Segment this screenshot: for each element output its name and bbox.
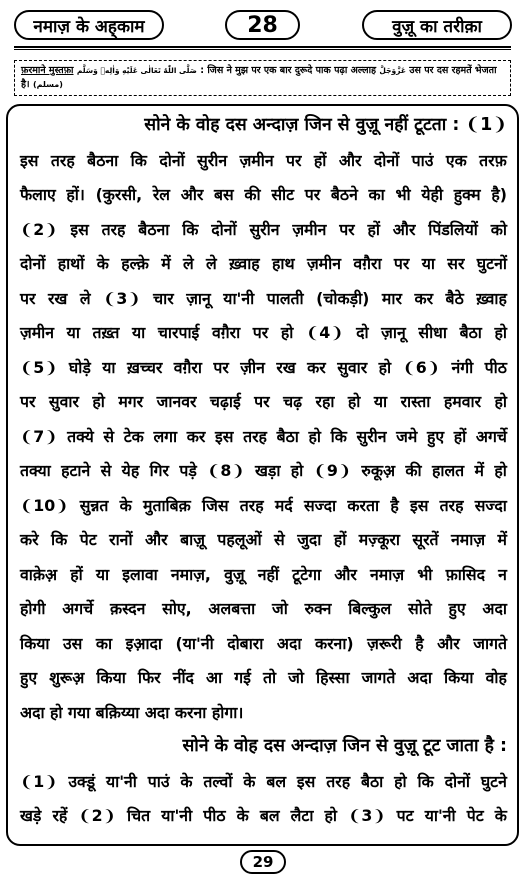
footer-page-number: 29 bbox=[252, 853, 274, 871]
section-title: वुज़ू का तरीक़ा bbox=[392, 16, 482, 37]
section-title-badge bbox=[362, 10, 512, 40]
page-number-badge bbox=[225, 10, 300, 40]
section-heading: सोने के वोह दस अन्दाज़ जिन से वुज़ू नहीं टूटता : ❨1❩ bbox=[144, 115, 507, 135]
hadith-source: (مسلم) bbox=[32, 80, 63, 89]
text-line: दोनों हाथों के हल्क़े में ले ले ख़्वाह हाथ ज़मीन वग़ैरा पर या सर घुटनों bbox=[20, 254, 507, 273]
chapter-title-badge bbox=[14, 10, 164, 40]
text-line: ❨1❩ उक्डूं या'नी पाउं के तल्वों के बल इस तरह बैठा हो कि दोनों घुटने bbox=[20, 771, 507, 791]
text-line: फैलाए हों। (कुरसी, रेल और बस की सीट पर बैठने का भी येही हुक्म है) bbox=[20, 185, 507, 204]
header-divider bbox=[14, 46, 511, 48]
text-line: ❨2❩ इस तरह बैठना कि दोनों सुरीन ज़मीन पर हों और पिंडलियों को bbox=[20, 219, 507, 239]
text-line: इस तरह बैठना कि दोनों सुरीन ज़मीन पर हों और दोनों पाउं एक तरफ़ bbox=[20, 150, 507, 170]
page-number: 28 bbox=[247, 12, 278, 38]
text-line: हुए शुरूअ़ किया फिर नींद आ गई तो जो हिस्सा जागते अदा किया वोह bbox=[20, 668, 507, 687]
text-line: पर रख ले ❨3❩ चार ज़ानू या'नी पालती (चोकड़ी) मार कर बैठे ख़्वाह bbox=[20, 288, 507, 308]
text-line: होगी अगर्चे क़स्दन सोए, अलबत्ता जो रुक्न बिल्कुल सोते हुए अदा bbox=[20, 599, 507, 618]
chapter-title: नमाज़ के अह्‌काम bbox=[33, 16, 145, 37]
hadith-arabic-salutation: صَلَّى اللّٰهُ تَعَالٰى عَلَيْهِ وَاٰلِهٖ وَسَلَّم bbox=[76, 66, 197, 75]
text-line: ❨10❩ सुन्नत के मुताबिक़ जिस तरह मर्द सज्दा करता है इस तरह सज्दा bbox=[20, 495, 507, 515]
hadith-arabic-allah: عَزَّوَجَلَّ bbox=[379, 66, 406, 75]
text-line: वाक़ेअ़ हों या इलावा नमाज़, वुज़ू नहीं टूटेगा और नमाज़ भी फ़ासिद न bbox=[20, 564, 507, 584]
footer-page-number-badge bbox=[240, 850, 286, 874]
hadith-allah: अल्लाह bbox=[350, 65, 377, 76]
text-line: ज़मीन या तख़्त या चारपाई वग़ैरा पर हो ❨4❩ दो ज़ानू सीधा बैठा हो bbox=[20, 323, 507, 342]
hadith-label: फ़रमाने मुस्तफ़ा bbox=[21, 65, 74, 76]
text-line: करे कि पेट रानों और बाज़ू पहलूओं से जुदा हों मज़्कूरा सूरतें नमाज़ में bbox=[20, 530, 507, 549]
main-text-frame bbox=[6, 104, 519, 846]
text-line: खड़े रहें ❨2❩ चित या'नी पीठ के बल लैटा हो ❨3❩ पट या'नी पेट के bbox=[20, 806, 507, 825]
hadith-text-part-1: : जिस ने मुझ पर एक बार दुरूदे पाक पढ़ा bbox=[200, 65, 348, 76]
text-line: अदा हो गया बक़िय्या अदा करना होगा। bbox=[20, 702, 244, 722]
hadith-box bbox=[14, 60, 511, 96]
header-divider-thin bbox=[14, 49, 511, 50]
text-line: ❨7❩ तक्ये से टेक लगा कर इस तरह बैठा हो कि सुरीन जमे हुए हों अगर्चे bbox=[20, 426, 507, 446]
text-line: तक्या हटाने से येह गिर पड़े ❨8❩ खड़ा हो ❨9❩ रुकूअ़ की हालत में हो bbox=[20, 461, 507, 480]
text-line: ❨5❩ घोड़े या ख़च्चर वग़ैरा पर ज़ीन रख कर सुवार हो ❨6❩ नंगी पीठ bbox=[20, 357, 507, 377]
hadith-text-part-2: उस पर दस रहमतें भेजता है। bbox=[21, 65, 497, 90]
section-heading: सोने के वोह दस अन्दाज़ जिन से वुज़ू टूट जाता है : bbox=[182, 736, 507, 756]
text-line: पर सुवार हो मगर जानवर चढ़ाई पर चढ़ रहा हो या रास्ता हमवार हो bbox=[20, 392, 507, 411]
text-line: किया उस का इआ़दा (या'नी दोबारा अदा करना) ज़रूरी है और जागते bbox=[20, 633, 507, 653]
